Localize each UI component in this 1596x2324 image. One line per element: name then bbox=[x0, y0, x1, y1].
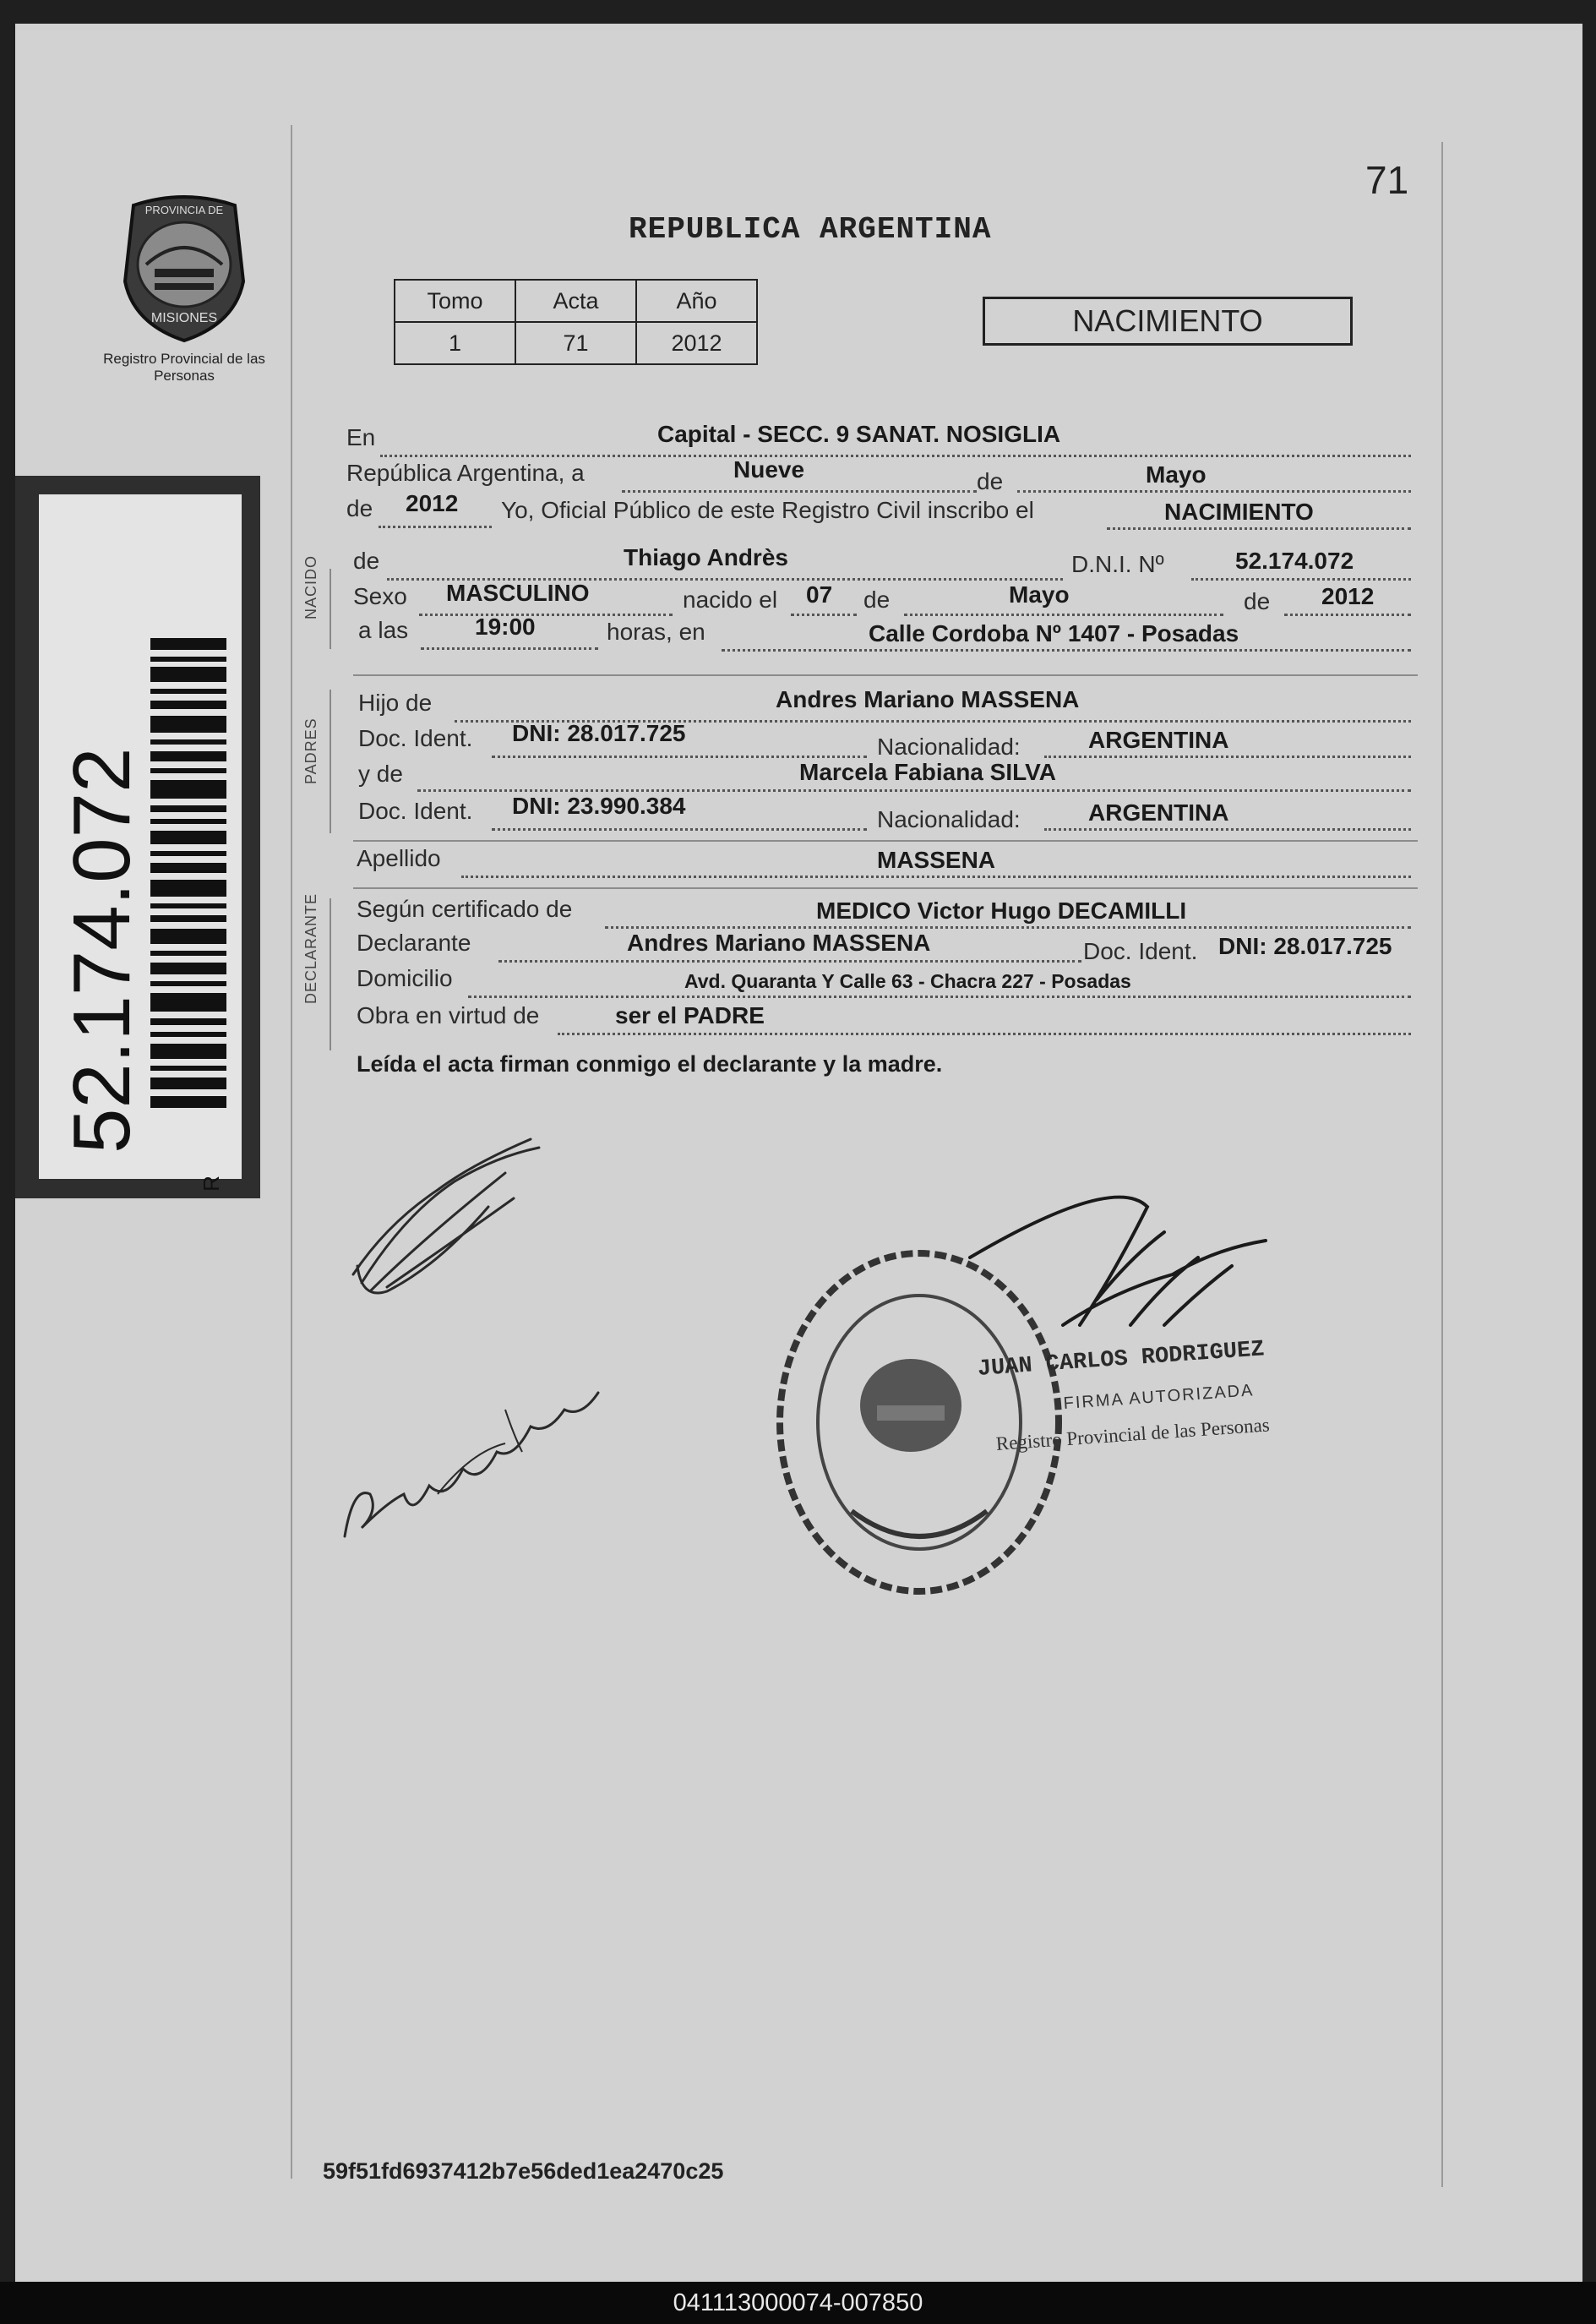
value-child-name: Thiago Andrès bbox=[624, 544, 788, 570]
official-name: JUAN CARLOS RODRIGUEZ bbox=[977, 1337, 1266, 1383]
value-birth-month: Mayo bbox=[1009, 581, 1070, 608]
dotted-line bbox=[461, 876, 1411, 878]
section-divider bbox=[353, 840, 1418, 842]
dotted-line bbox=[417, 789, 1411, 792]
barcode-mark: R bbox=[198, 1176, 224, 1192]
document-page bbox=[15, 24, 1582, 2282]
section-bracket-declarante bbox=[330, 898, 331, 1050]
scan-id: 041113000074-007850 bbox=[673, 2289, 923, 2316]
dotted-line bbox=[380, 455, 1411, 457]
label-sexo: Sexo bbox=[353, 583, 407, 609]
table-value-acta: 71 bbox=[515, 322, 636, 364]
dotted-line bbox=[468, 996, 1411, 998]
dotted-line bbox=[492, 828, 867, 831]
value-birth-day: 07 bbox=[806, 581, 833, 608]
value-father-nationality: ARGENTINA bbox=[1088, 727, 1229, 753]
official-title: FIRMA AUTORIZADA bbox=[1063, 1381, 1256, 1413]
label-doc-ident: Doc. Ident. bbox=[358, 725, 473, 751]
label-doc-ident-2: Doc. Ident. bbox=[358, 798, 473, 824]
value-mother-doc: DNI: 23.990.384 bbox=[512, 793, 686, 819]
declarant-signature bbox=[336, 1122, 573, 1342]
label-horas-en: horas, en bbox=[607, 619, 705, 645]
value-father-doc: DNI: 28.017.725 bbox=[512, 720, 686, 746]
seal-bottom-text: MISIONES bbox=[150, 311, 218, 325]
dotted-line bbox=[1044, 828, 1411, 831]
dotted-line bbox=[558, 1033, 1411, 1035]
value-place: Capital - SECC. 9 SANAT. NOSIGLIA bbox=[657, 421, 1061, 447]
label-apellido: Apellido bbox=[357, 845, 441, 871]
dotted-line bbox=[1107, 527, 1411, 530]
label-a-las: a las bbox=[358, 617, 409, 643]
section-divider bbox=[353, 887, 1418, 889]
label-de: de bbox=[977, 468, 1004, 494]
section-bracket-padres bbox=[330, 690, 331, 833]
value-child-dni: 52.174.072 bbox=[1235, 548, 1354, 574]
dotted-line bbox=[722, 649, 1411, 652]
label-nacionalidad-2: Nacionalidad: bbox=[877, 806, 1021, 832]
dotted-line bbox=[1284, 614, 1411, 616]
label-oficial: Yo, Oficial Público de este Registro Civil inscribo el bbox=[501, 497, 1034, 523]
right-margin-line bbox=[1441, 142, 1443, 2187]
dotted-line bbox=[904, 614, 1223, 616]
dotted-line bbox=[492, 756, 867, 758]
mother-signature bbox=[336, 1359, 624, 1562]
label-nacido-el: nacido el bbox=[683, 586, 778, 613]
value-birth-time: 19:00 bbox=[475, 614, 536, 640]
label-hijo-de: Hijo de bbox=[358, 690, 433, 716]
value-certificate: MEDICO Victor Hugo DECAMILLI bbox=[816, 897, 1187, 924]
value-inscription-type: NACIMIENTO bbox=[1164, 499, 1314, 525]
dotted-line bbox=[498, 960, 1081, 963]
barcode-icon bbox=[150, 638, 226, 1111]
closing-statement: Leída el acta firman conmigo el declarante y la madre. bbox=[357, 1051, 943, 1077]
value-birth-place: Calle Cordoba Nº 1407 - Posadas bbox=[869, 620, 1239, 646]
dotted-line bbox=[1017, 490, 1411, 493]
table-value-ano: 2012 bbox=[636, 322, 757, 364]
page-title: REPUBLICA ARGENTINA bbox=[629, 212, 992, 247]
value-surname: MASSENA bbox=[877, 847, 996, 873]
value-year: 2012 bbox=[406, 490, 459, 516]
label-de3: de bbox=[353, 548, 380, 574]
dotted-line bbox=[791, 614, 857, 616]
table-header-tomo: Tomo bbox=[395, 280, 515, 322]
official-office: Registro Provincial de las Personas bbox=[995, 1414, 1271, 1454]
section-bracket-nacido bbox=[330, 569, 331, 649]
label-en: En bbox=[346, 424, 376, 450]
page-number: 71 bbox=[1365, 158, 1409, 202]
dotted-line bbox=[622, 490, 977, 493]
value-declarant-name: Andres Mariano MASSENA bbox=[627, 930, 931, 956]
scan-footer-bar bbox=[0, 2282, 1596, 2324]
label-doc-ident-3: Doc. Ident. bbox=[1083, 938, 1198, 964]
province-emblem-icon bbox=[100, 180, 269, 349]
label-republica: República Argentina, a bbox=[346, 460, 585, 486]
act-type-box: NACIMIENTO bbox=[983, 297, 1353, 346]
left-margin-line bbox=[291, 125, 292, 2179]
dotted-line bbox=[1191, 578, 1411, 581]
dotted-line bbox=[605, 926, 1411, 929]
label-dni: D.N.I. Nº bbox=[1071, 551, 1164, 577]
section-label-nacido: NACIDO bbox=[302, 554, 319, 619]
section-divider bbox=[353, 674, 1418, 676]
value-month: Mayo bbox=[1146, 461, 1207, 488]
value-father-name: Andres Mariano MASSENA bbox=[776, 686, 1080, 712]
dotted-line bbox=[379, 526, 492, 528]
section-label-padres: PADRES bbox=[302, 717, 319, 784]
value-obra: ser el PADRE bbox=[615, 1002, 765, 1028]
value-sex: MASCULINO bbox=[446, 580, 590, 606]
label-declarante: Declarante bbox=[357, 930, 471, 956]
label-de4: de bbox=[863, 586, 891, 613]
label-de5: de bbox=[1244, 588, 1271, 614]
label-de2: de bbox=[346, 495, 373, 521]
label-segun: Según certificado de bbox=[357, 896, 573, 922]
label-nacionalidad: Nacionalidad: bbox=[877, 734, 1021, 760]
value-mother-name: Marcela Fabiana SILVA bbox=[799, 759, 1056, 785]
table-value-tomo: 1 bbox=[395, 322, 515, 364]
dotted-line bbox=[1044, 756, 1411, 758]
registry-caption: Registro Provincial de las Personas bbox=[103, 351, 265, 385]
table-header-acta: Acta bbox=[515, 280, 636, 322]
label-domicilio: Domicilio bbox=[357, 965, 453, 991]
seal-top-text: PROVINCIA DE bbox=[144, 204, 224, 216]
barcode-number: 52.174.072 bbox=[57, 747, 147, 1154]
value-declarant-doc: DNI: 28.017.725 bbox=[1218, 933, 1392, 959]
document-hash: 59f51fd6937412b7e56ded1ea2470c25 bbox=[323, 2158, 724, 2184]
value-mother-nationality: ARGENTINA bbox=[1088, 799, 1229, 826]
label-y-de: y de bbox=[358, 761, 403, 787]
section-label-declarante: DECLARANTE bbox=[302, 892, 319, 1004]
value-address: Avd. Quaranta Y Calle 63 - Chacra 227 - Posadas bbox=[684, 970, 1131, 992]
value-birth-year: 2012 bbox=[1321, 583, 1375, 609]
provincial-seal bbox=[100, 180, 269, 400]
dotted-line bbox=[421, 647, 598, 650]
label-obra: Obra en virtud de bbox=[357, 1002, 540, 1028]
table-header-ano: Año bbox=[636, 280, 757, 322]
dotted-line bbox=[419, 614, 673, 616]
value-day-word: Nueve bbox=[733, 456, 805, 483]
barcode-tag bbox=[15, 476, 260, 1198]
book-reference-table bbox=[394, 279, 758, 365]
